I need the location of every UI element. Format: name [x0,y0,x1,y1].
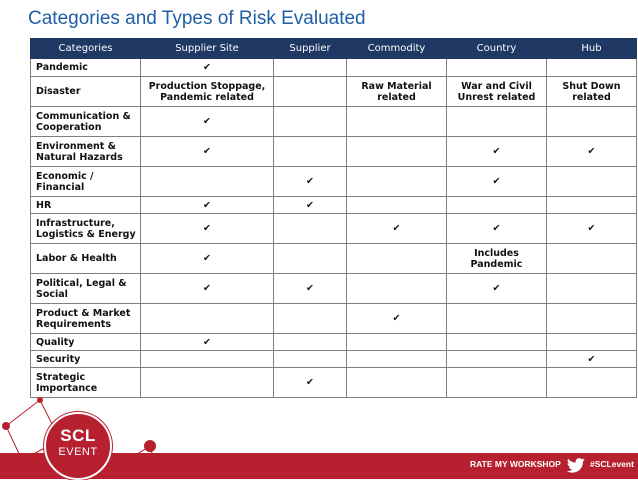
supplier-cell [274,351,347,368]
commodity-cell [347,167,447,197]
category-cell: Environment & Natural Hazards [31,137,141,167]
supplier-site-cell [141,368,274,398]
risk-table [30,38,637,398]
commodity-cell [347,59,447,77]
supplier-cell [274,77,347,107]
country-cell: ✔ [447,214,547,244]
table-header-row [31,39,637,59]
hub-cell: Shut Down related [547,77,637,107]
category-cell: Pandemic [31,59,141,77]
hub-cell [547,304,637,334]
table-row [31,137,637,167]
table-row [31,244,637,274]
commodity-cell [347,274,447,304]
supplier-site-cell [141,167,274,197]
country-cell [447,351,547,368]
country-cell: ✔ [447,274,547,304]
country-cell [447,197,547,214]
category-cell: Infrastructure, Logistics & Energy [31,214,141,244]
country-cell [447,368,547,398]
page-title: Categories and Types of Risk Evaluated [28,8,366,29]
supplier-cell: ✔ [274,167,347,197]
supplier-site-cell [141,304,274,334]
table-row [31,77,637,107]
commodity-cell [347,197,447,214]
country-cell [447,59,547,77]
commodity-cell [347,137,447,167]
commodity-cell [347,244,447,274]
twitter-bird-icon[interactable] [566,458,586,474]
table-row [31,334,637,351]
logo-line-2: EVENT [58,446,98,458]
supplier-cell [274,244,347,274]
supplier-site-cell: ✔ [141,274,274,304]
supplier-cell [274,59,347,77]
table-row [31,197,637,214]
header-commodity: Commodity [347,39,447,59]
hub-cell [547,274,637,304]
hub-cell [547,244,637,274]
logo-line-1: SCL [60,426,96,445]
commodity-cell: Raw Material related [347,77,447,107]
header-hub: Hub [547,39,637,59]
header-categories: Categories [31,39,141,59]
hub-cell: ✔ [547,214,637,244]
hashtag-link[interactable]: #SCLevent [590,459,634,469]
category-cell: Product & Market Requirements [31,304,141,334]
header-country: Country [447,39,547,59]
hub-cell [547,59,637,77]
supplier-cell [274,107,347,137]
category-cell: Political, Legal & Social [31,274,141,304]
supplier-site-cell: ✔ [141,197,274,214]
supplier-site-cell: ✔ [141,137,274,167]
country-cell: ✔ [447,167,547,197]
category-cell: Economic / Financial [31,167,141,197]
hub-cell [547,368,637,398]
commodity-cell [347,107,447,137]
commodity-cell [347,334,447,351]
supplier-site-cell: ✔ [141,107,274,137]
country-cell: Includes Pandemic [447,244,547,274]
scl-event-logo [44,412,112,480]
table-row [31,59,637,77]
hub-cell [547,107,637,137]
category-cell: Security [31,351,141,368]
hub-cell [547,167,637,197]
commodity-cell [347,351,447,368]
category-cell: Labor & Health [31,244,141,274]
header-supplier: Supplier [274,39,347,59]
rate-workshop-link[interactable]: RATE MY WORKSHOP [470,459,561,469]
country-cell: War and Civil Unrest related [447,77,547,107]
hub-cell [547,197,637,214]
supplier-cell: ✔ [274,368,347,398]
table-row [31,351,637,368]
category-cell: Communication & Cooperation [31,107,141,137]
supplier-site-cell: ✔ [141,214,274,244]
supplier-site-cell: ✔ [141,334,274,351]
country-cell [447,304,547,334]
supplier-site-cell: ✔ [141,244,274,274]
category-cell: HR [31,197,141,214]
table-row [31,107,637,137]
commodity-cell [347,368,447,398]
country-cell [447,107,547,137]
supplier-cell: ✔ [274,197,347,214]
supplier-site-cell [141,351,274,368]
supplier-cell: ✔ [274,274,347,304]
category-cell: Quality [31,334,141,351]
table-row [31,167,637,197]
supplier-cell [274,334,347,351]
category-cell: Strategic Importance [31,368,141,398]
commodity-cell: ✔ [347,304,447,334]
country-cell: ✔ [447,137,547,167]
supplier-site-cell: ✔ [141,59,274,77]
hub-cell: ✔ [547,351,637,368]
category-cell: Disaster [31,77,141,107]
supplier-cell [274,214,347,244]
supplier-site-cell: Production Stoppage, Pandemic related [141,77,274,107]
hub-cell: ✔ [547,137,637,167]
supplier-cell [274,137,347,167]
table-row [31,214,637,244]
supplier-cell [274,304,347,334]
hub-cell [547,334,637,351]
commodity-cell: ✔ [347,214,447,244]
table-row [31,274,637,304]
country-cell [447,334,547,351]
header-supplier-site: Supplier Site [141,39,274,59]
table-row [31,304,637,334]
